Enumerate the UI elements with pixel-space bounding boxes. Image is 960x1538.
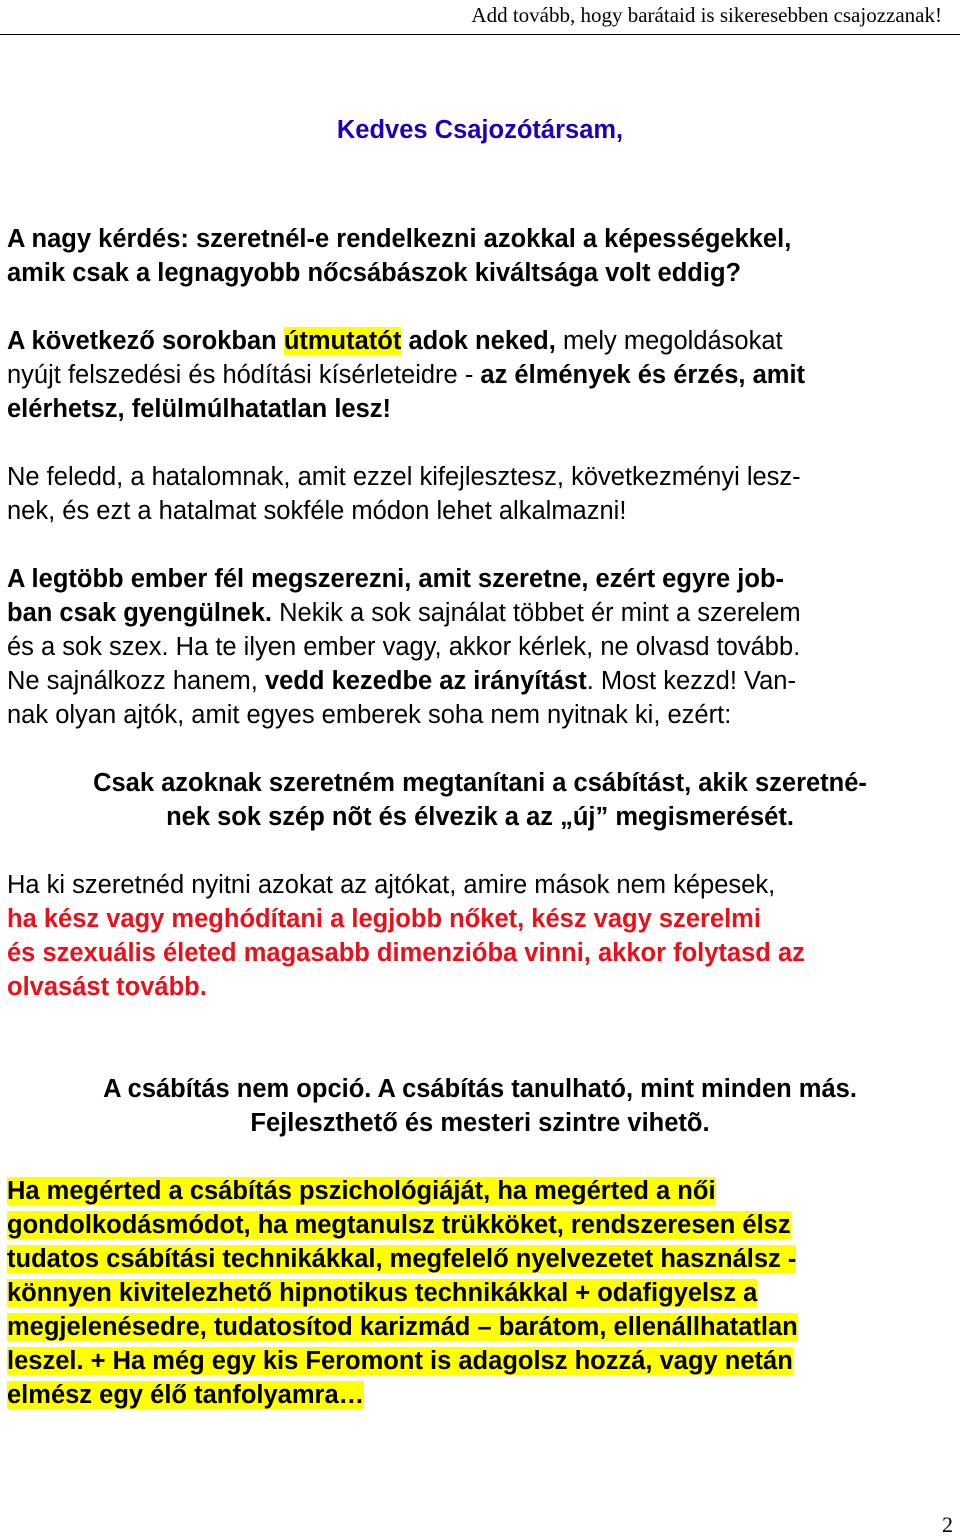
highlight-text-7: elmész egy élő tanfolyamra… xyxy=(7,1381,365,1409)
highlight-line-7 xyxy=(7,1378,364,1412)
p4-line-2 xyxy=(7,596,801,630)
p4-l4b: vedd kezedbe az irányítást xyxy=(264,667,587,695)
highlight-line-3 xyxy=(7,1242,796,1276)
greeting: Kedves Csajozótársam, xyxy=(336,116,624,144)
p2-l2a: nyújt felszedési és hódítási kísérleteidre - xyxy=(7,361,481,389)
highlight-text-3: tudatos csábítási technikákkal, megfelelő nyelvezetet használsz - xyxy=(7,1245,797,1273)
p2-line-3: elérhetsz, felülmúlhatatlan lesz! xyxy=(7,395,392,423)
highlight-line-6 xyxy=(7,1344,793,1378)
p5-line-1: Ha ki szeretnéd nyitni azokat az ajtókat, amire mások nem képesek, xyxy=(7,871,776,899)
highlight-text-6: leszel. + Ha még egy kis Feromont is adagolsz hozzá, vagy netán xyxy=(7,1347,793,1375)
p2-l1d: mely megoldásokat xyxy=(555,327,783,355)
page-number: 2 xyxy=(942,1512,953,1537)
p5-line-3: és szexuális életed magasabb dimenzióba vinni, akkor folytasd az xyxy=(7,939,805,967)
quote-line-2: nek sok szép nõt és élvezik a az „új” megismerését. xyxy=(166,803,794,831)
highlight-line-5 xyxy=(7,1310,798,1344)
p2-l1c: adok neked, xyxy=(401,327,556,355)
p4-l2a: ban csak gyengülnek. xyxy=(7,599,273,627)
quote-line-1: Csak azoknak szeretném megtanítani a csábítást, akik szeretné- xyxy=(93,769,867,797)
page-header xyxy=(0,0,960,35)
motto-line-1: A csábítás nem opció. A csábítás tanulható, mint minden más. xyxy=(103,1075,857,1103)
highlight-text-5: megjelenésedre, tudatosítod karizmád – barátom, ellenállhatatlan xyxy=(7,1313,798,1341)
highlight-line-2 xyxy=(7,1208,791,1242)
p4-l4a: Ne sajnálkozz hanem, xyxy=(7,667,265,695)
p3-line-1: Ne feledd, a hatalomnak, amit ezzel kifejlesztesz, következményi lesz- xyxy=(7,463,801,491)
header-text: Add tovább, hogy barátaid is sikeresebben csajozzanak! xyxy=(471,3,942,27)
highlight-line-1 xyxy=(7,1174,716,1208)
p4-line-3: és a sok szex. Ha te ilyen ember vagy, akkor kérlek, ne olvasd tovább. xyxy=(7,633,801,661)
p4-line-5: nak olyan ajtók, amit egyes emberek soha nem nyitnak ki, ezért: xyxy=(7,701,732,729)
p2-highlight-word: útmutatót xyxy=(283,327,402,355)
p3-line-2: nek, és ezt a hatalmat sokféle módon lehet alkalmazni! xyxy=(7,497,627,525)
p1-line-1: A nagy kérdés: szeretnél-e rendelkezni azokkal a képességekkel, xyxy=(7,225,792,253)
highlight-text-4: könnyen kivitelezhető hipnotikus technikákkal + odafigyelsz a xyxy=(7,1279,758,1307)
p1-line-2: amik csak a legnagyobb nőcsábászok kiváltsága volt eddig? xyxy=(7,259,742,287)
p2-line-1 xyxy=(7,324,783,358)
p2-l2b: az élmények és érzés, amit xyxy=(480,361,806,389)
p4-line-4 xyxy=(7,664,796,698)
highlight-text-2: gondolkodásmódot, ha megtanulsz trükköket, rendszeresen élsz xyxy=(7,1211,791,1239)
p4-l2b: Nekik a sok sajnálat többet ér mint a szerelem xyxy=(272,599,801,627)
p2-l1a: A következő sorokban xyxy=(7,327,284,355)
p2-line-2 xyxy=(7,358,805,392)
highlight-line-4 xyxy=(7,1276,757,1310)
motto-line-2: Fejleszthető és mesteri szintre vihetõ. xyxy=(250,1109,710,1137)
p5-line-2: ha kész vagy meghódítani a legjobb nőket, kész vagy szerelmi xyxy=(7,905,761,933)
highlight-text-1: Ha megérted a csábítás pszichológiáját, ha megérted a női xyxy=(7,1177,716,1205)
p4-line-1: A legtöbb ember fél megszerezni, amit szeretne, ezért egyre job- xyxy=(7,565,785,593)
p5-line-4: olvasást tovább. xyxy=(7,973,207,1001)
p4-l4c: . Most kezzd! Van- xyxy=(586,667,796,695)
